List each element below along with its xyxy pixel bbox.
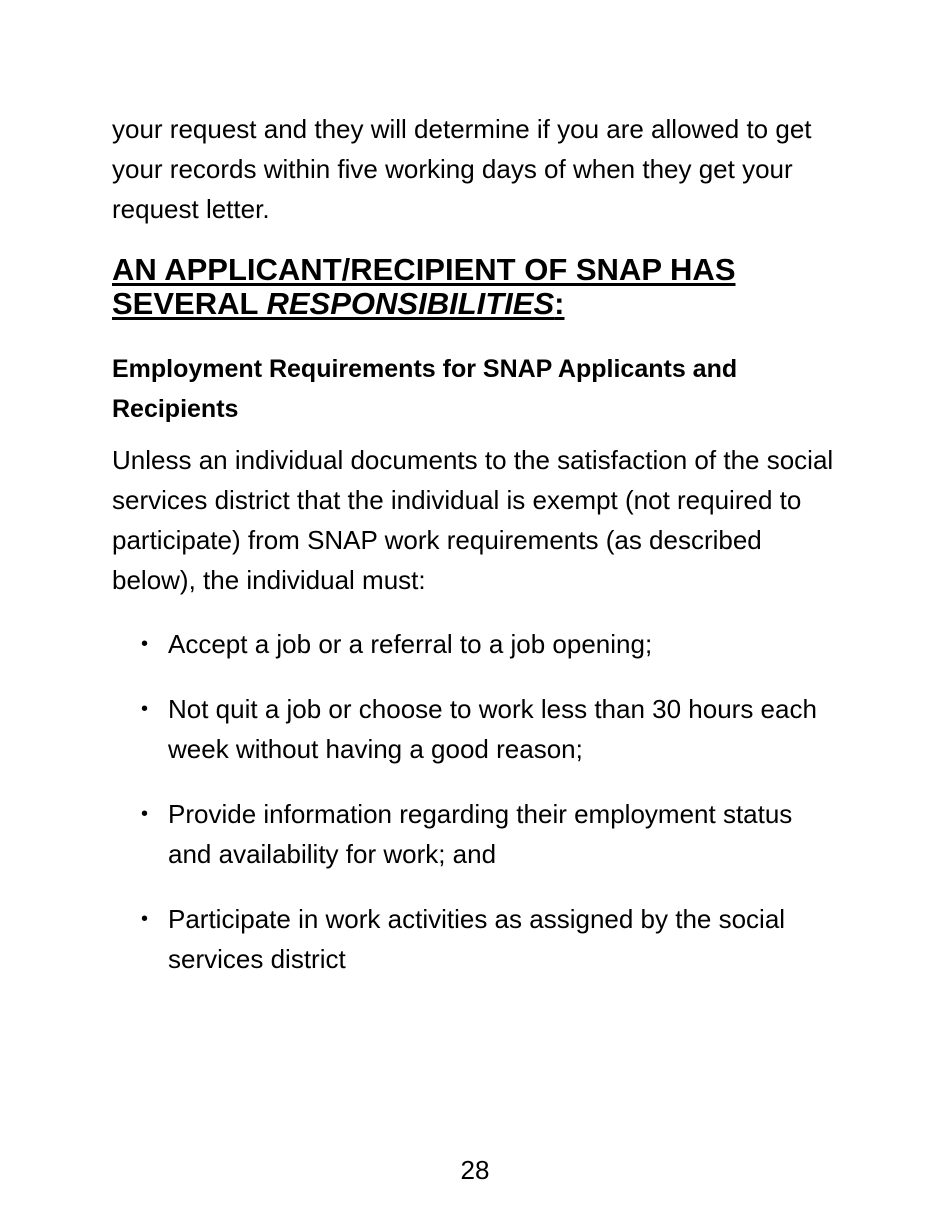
bullet-icon: • [141, 803, 149, 825]
heading-emphasis: RESPONSIBILITIES [266, 286, 555, 321]
bullet-icon: • [141, 698, 149, 720]
list-item-text: Accept a job or a referral to a job opening; [168, 629, 653, 659]
list-item [112, 689, 842, 769]
list-item [112, 899, 842, 979]
list-item [112, 794, 842, 874]
list-item-text: Not quit a job or choose to work less than 30 hours each week without having a good reason; [168, 694, 817, 764]
list-item-text: Participate in work activities as assigned by the social services district [168, 904, 786, 974]
requirements-list [112, 624, 842, 979]
document-body [112, 109, 842, 1004]
heading-suffix: : [554, 286, 565, 321]
section-heading [112, 253, 842, 321]
subheading: Employment Requirements for SNAP Applicants and Recipients [112, 355, 738, 423]
bullet-icon: • [141, 633, 149, 655]
bullet-icon: • [141, 908, 149, 930]
page-number: 28 [460, 1155, 490, 1185]
heading-prefix: AN APPLICANT/RECIPIENT OF SNAP HAS SEVERAL [112, 252, 736, 321]
list-item-text: Provide information regarding their employment status and availability for work; and [168, 799, 793, 869]
body-paragraph: Unless an individual documents to the satisfaction of the social services district that the individual is exempt (not required to participate) from SNAP work requirements (as described below), the individual must: [112, 445, 834, 595]
intro-paragraph: your request and they will determine if you are allowed to get your records within five working days of when they get your request letter. [112, 114, 812, 224]
list-item [112, 624, 842, 664]
